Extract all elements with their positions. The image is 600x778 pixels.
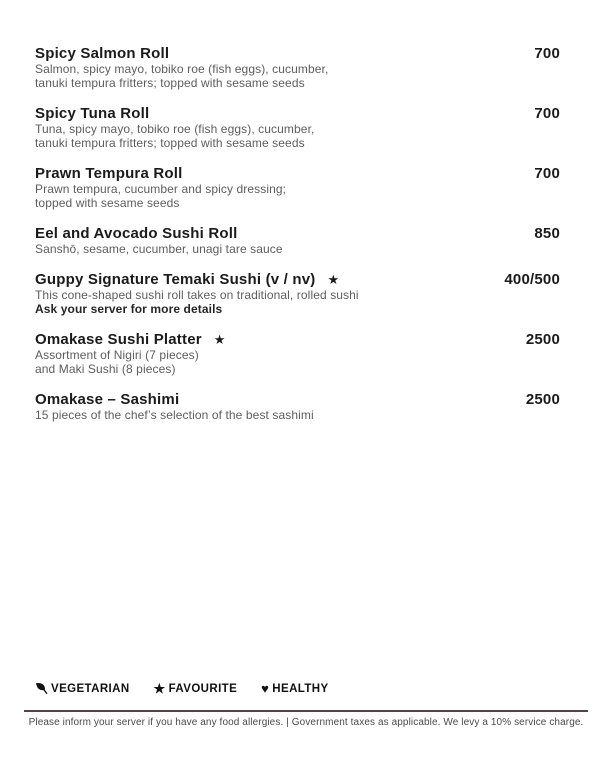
heart-icon: ♥ [261,681,270,696]
menu-item-title: Omakase – Sashimi [35,391,180,408]
menu-item-description-line: tanuki tempura fritters; topped with sesame seeds [35,76,305,90]
menu-item-note: Ask your server for more details [35,302,223,316]
legend-vegetarian [35,682,130,695]
menu-item-description-line: Salmon, spicy mayo, tobiko roe (fish eggs), cucumber, [35,62,329,76]
leaf-icon [35,682,48,695]
menu-item-description [35,408,560,422]
menu-item [35,225,560,256]
favourite-star-icon: ★ [327,272,340,287]
menu-item-description [35,348,560,376]
menu-item-description-line: topped with sesame seeds [35,196,180,210]
menu-item [35,45,560,90]
legend-label: HEALTHY [272,682,329,695]
menu-item-header [35,165,560,182]
menu-item [35,331,560,376]
menu-item-price: 700 [534,45,560,62]
menu-item-title: Spicy Tuna Roll [35,105,150,122]
menu-item-description-line: 15 pieces of the chef’s selection of the best sashimi [35,408,314,422]
menu-item-description [35,182,560,210]
menu-item [35,105,560,150]
menu-item-header [35,271,560,288]
divider-rule [24,710,588,712]
legend [35,682,329,695]
menu-item-description [35,122,560,150]
legend-healthy [261,682,328,695]
footer-note: Please inform your server if you have any food allergies. | Government taxes as applicable. We levy a 10% service charge. [28,717,584,728]
menu-item-price: 700 [534,165,560,182]
legend-label: VEGETARIAN [51,682,130,695]
menu-item-header [35,225,560,242]
menu-item-description [35,62,560,90]
menu-item-description-line: Prawn tempura, cucumber and spicy dressing; [35,182,287,196]
menu-item-description [35,288,560,302]
menu-item-price: 2500 [525,331,560,348]
menu-item-title: Spicy Salmon Roll [35,45,170,62]
menu-item-price: 700 [534,105,560,122]
menu-item-description-line: Sanshō, sesame, cucumber, unagi tare sauce [35,242,283,256]
menu-item [35,165,560,210]
favourite-star-icon: ★ [213,332,226,347]
menu-item-title: Prawn Tempura Roll [35,165,183,182]
menu-item-description [35,242,560,256]
menu-item-description-line: This cone-shaped sushi roll takes on traditional, rolled sushi [35,288,359,302]
menu-item-header [35,331,560,348]
legend-label: FAVOURITE [168,682,238,695]
menu-item-title: Guppy Signature Temaki Sushi (v / nv) [35,271,316,288]
menu-item-description-line: and Maki Sushi (8 pieces) [35,362,176,376]
menu-item-header [35,45,560,62]
menu-item-description-line: Tuna, spicy mayo, tobiko roe (fish eggs), cucumber, [35,122,315,136]
menu-item-description-line: tanuki tempura fritters; topped with sesame seeds [35,136,305,150]
menu-item-price: 400/500 [504,271,560,288]
menu-item [35,271,560,316]
menu-item-price: 850 [534,225,560,242]
menu-item-title: Omakase Sushi Platter [35,331,202,348]
menu-item-title: Eel and Avocado Sushi Roll [35,225,238,242]
star-icon: ★ [153,681,166,696]
menu-item [35,391,560,422]
menu-list [35,45,560,437]
menu-item-description-line: Assortment of Nigiri (7 pieces) [35,348,199,362]
menu-item-header [35,391,560,408]
legend-favourite [154,682,238,695]
menu-item-header [35,105,560,122]
menu-item-price: 2500 [525,391,560,408]
